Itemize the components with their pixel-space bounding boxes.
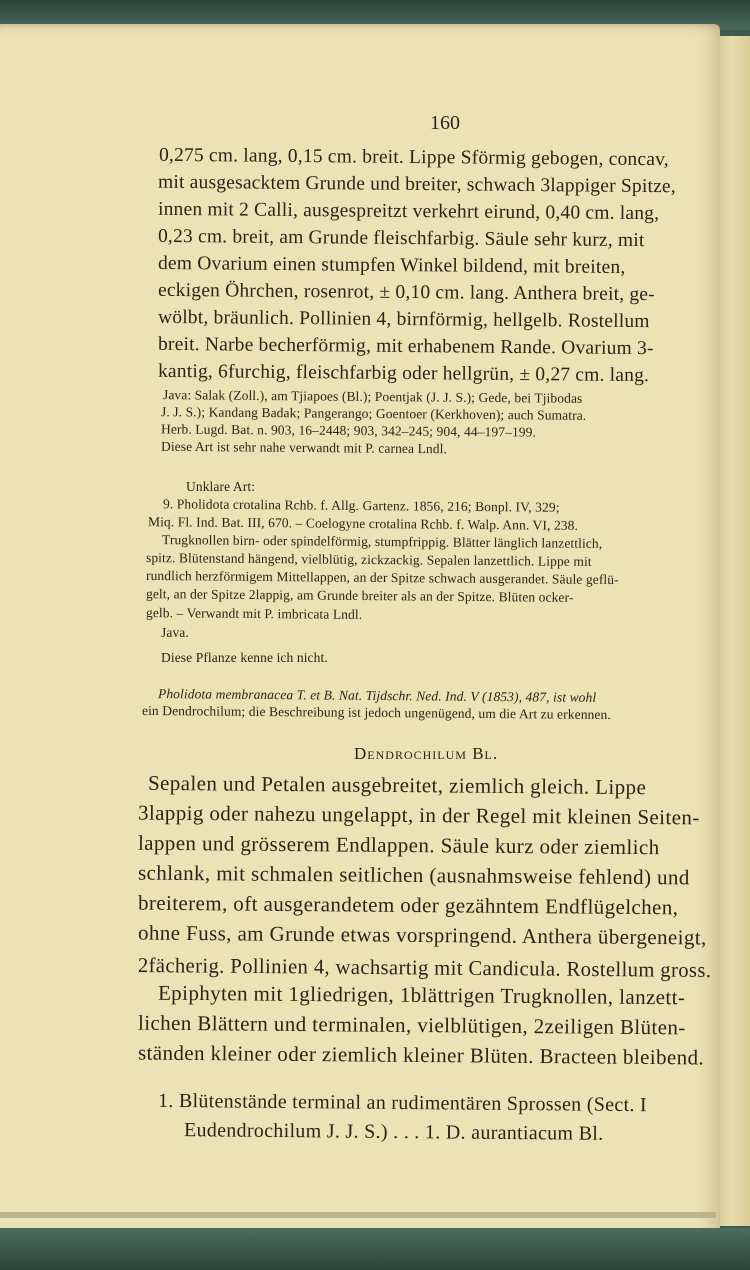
text-line-small: gelb. – Verwandt mit P. imbricata Lndl. [145,605,363,622]
text-line-small: gelt, an der Spitze 2lappig, am Grunde breiter als an der Spitze. Blüten ocker- [145,586,574,605]
text-line: dem Ovarium einen stumpfen Winkel bildend, mit breiten, [157,252,626,279]
text-line-small: Java. [161,625,189,640]
text-line-small: rundlich herzförmigem Mittellappen, an der Spitze schwach ausgerandet. Säule geflü- [145,567,619,588]
text-line-small: Diese Pflanze kenne ich nicht. [161,650,328,665]
text-line: 3lappig oder nahezu ungelappt, in der Regel mit kleinen Seiten- [137,800,700,830]
text-line-small: ein Dendrochilum; die Beschreibung ist jedoch ungenügend, um die Art zu erkennen. [141,702,611,723]
text-line-small: spitz. Blütenstand hängend, vielblütig, zickzackig. Sepalen lanzettlich. Lippe mit [145,550,592,569]
text-line-small: Herb. Lugd. Bat. n. 903, 16–2448; 903, 342–245; 904, 44–197–199. [160,421,537,440]
text-line: 2fächerig. Pollinien 4, wachsartig mit Candicula. Rostellum gross. [137,953,712,983]
text-line: ständen kleiner oder ziemlich kleiner Blüten. Bracteen bleibend. [137,1040,705,1070]
text-line: eckigen Öhrchen, rosenrot, ± 0,10 cm. lang. Anthera breit, ge- [157,279,655,306]
page-number: 160 [430,112,460,134]
text-line: 0,275 cm. lang, 0,15 cm. breit. Lippe Sförmig gebogen, concav, [158,144,669,171]
page-edge-stack [718,36,750,1226]
genus-heading: Dendrochilum Bl. [354,744,499,763]
text-line-small: Java: Salak (Zoll.), am Tjiapoes (Bl.); Poentjak (J. J. S.); Gede, bei Tjibodas [162,387,583,406]
text-line-small: Trugknollen birn- oder spindelförmig, stumpfrippig. Blätter länglich lanzettlich, [161,532,603,551]
species-entry: 9. Pholidota crotalina Rchb. f. Allg. Gartenz. 1856, 216; Bonpl. IV, 329; [162,496,560,515]
text-line: ohne Fuss, am Grunde etwas vorspringend. Anthera übergeneigt, [137,920,707,950]
key-line: Eudendrochilum J. J. S.) . . . 1. D. aurantiacum Bl. [183,1119,604,1145]
text-line-small: Pholidota membranacea T. et B. Nat. Tijdschr. Ned. Ind. V (1853), 487, ist wohl [157,686,597,705]
text-line: breiterem, oft ausgerandetem oder gezähntem Endflügelchen, [137,890,679,920]
text-line: lichen Blättern und terminalen, vielblütigen, 2zeiligen Blüten- [137,1010,686,1040]
text-line: 0,23 cm. breit, am Grunde fleischfarbig. Säule sehr kurz, mit [157,225,645,252]
text-line: innen mit 2 Calli, ausgespreitzt verkehrt eirund, 0,40 cm. lang, [157,198,660,225]
text-line: mit ausgesacktem Grunde und breiter, schwach 3lappiger Spitze, [157,171,677,198]
text-line: kantig, 6furchig, fleischfarbig oder hellgrün, ± 0,27 cm. lang. [157,360,650,387]
text-line: lappen und grösserem Endlappen. Säule kurz oder ziemlich [137,830,660,860]
key-line: 1. Blütenstände terminal an rudimentären Sprossen (Sect. I [157,1089,648,1117]
text-line-small: J. J. S.); Kandang Badak; Pangerango; Goentoer (Kerkhoven); auch Sumatra. [160,404,587,423]
section-label: Unklare Art: [186,479,256,494]
book-spine-bottom [0,1228,750,1270]
text-line: wölbt, bräunlich. Pollinien 4, birnförmig, hellgelb. Rostellum [157,306,650,333]
text-line: schlank, mit schmalen seitlichen (ausnahmsweise fehlend) und [137,860,690,890]
text-line-small: Miq. Fl. Ind. Bat. III, 670. – Coelogyne crotalina Rchb. f. Walp. Ann. VI, 238. [147,514,579,533]
text-line-small: Diese Art ist sehr nahe verwandt mit P. carnea Lndl. [160,438,448,457]
text-line: Epiphyten mit 1gliedrigen, 1blättrigen Trugknollen, lanzett- [157,980,686,1010]
text-line: breit. Narbe becherförmig, mit erhabenem Rande. Ovarium 3- [157,333,654,360]
page-bottom-band [0,1212,716,1218]
text-line: Sepalen und Petalen ausgebreitet, ziemlich gleich. Lippe [147,770,647,800]
